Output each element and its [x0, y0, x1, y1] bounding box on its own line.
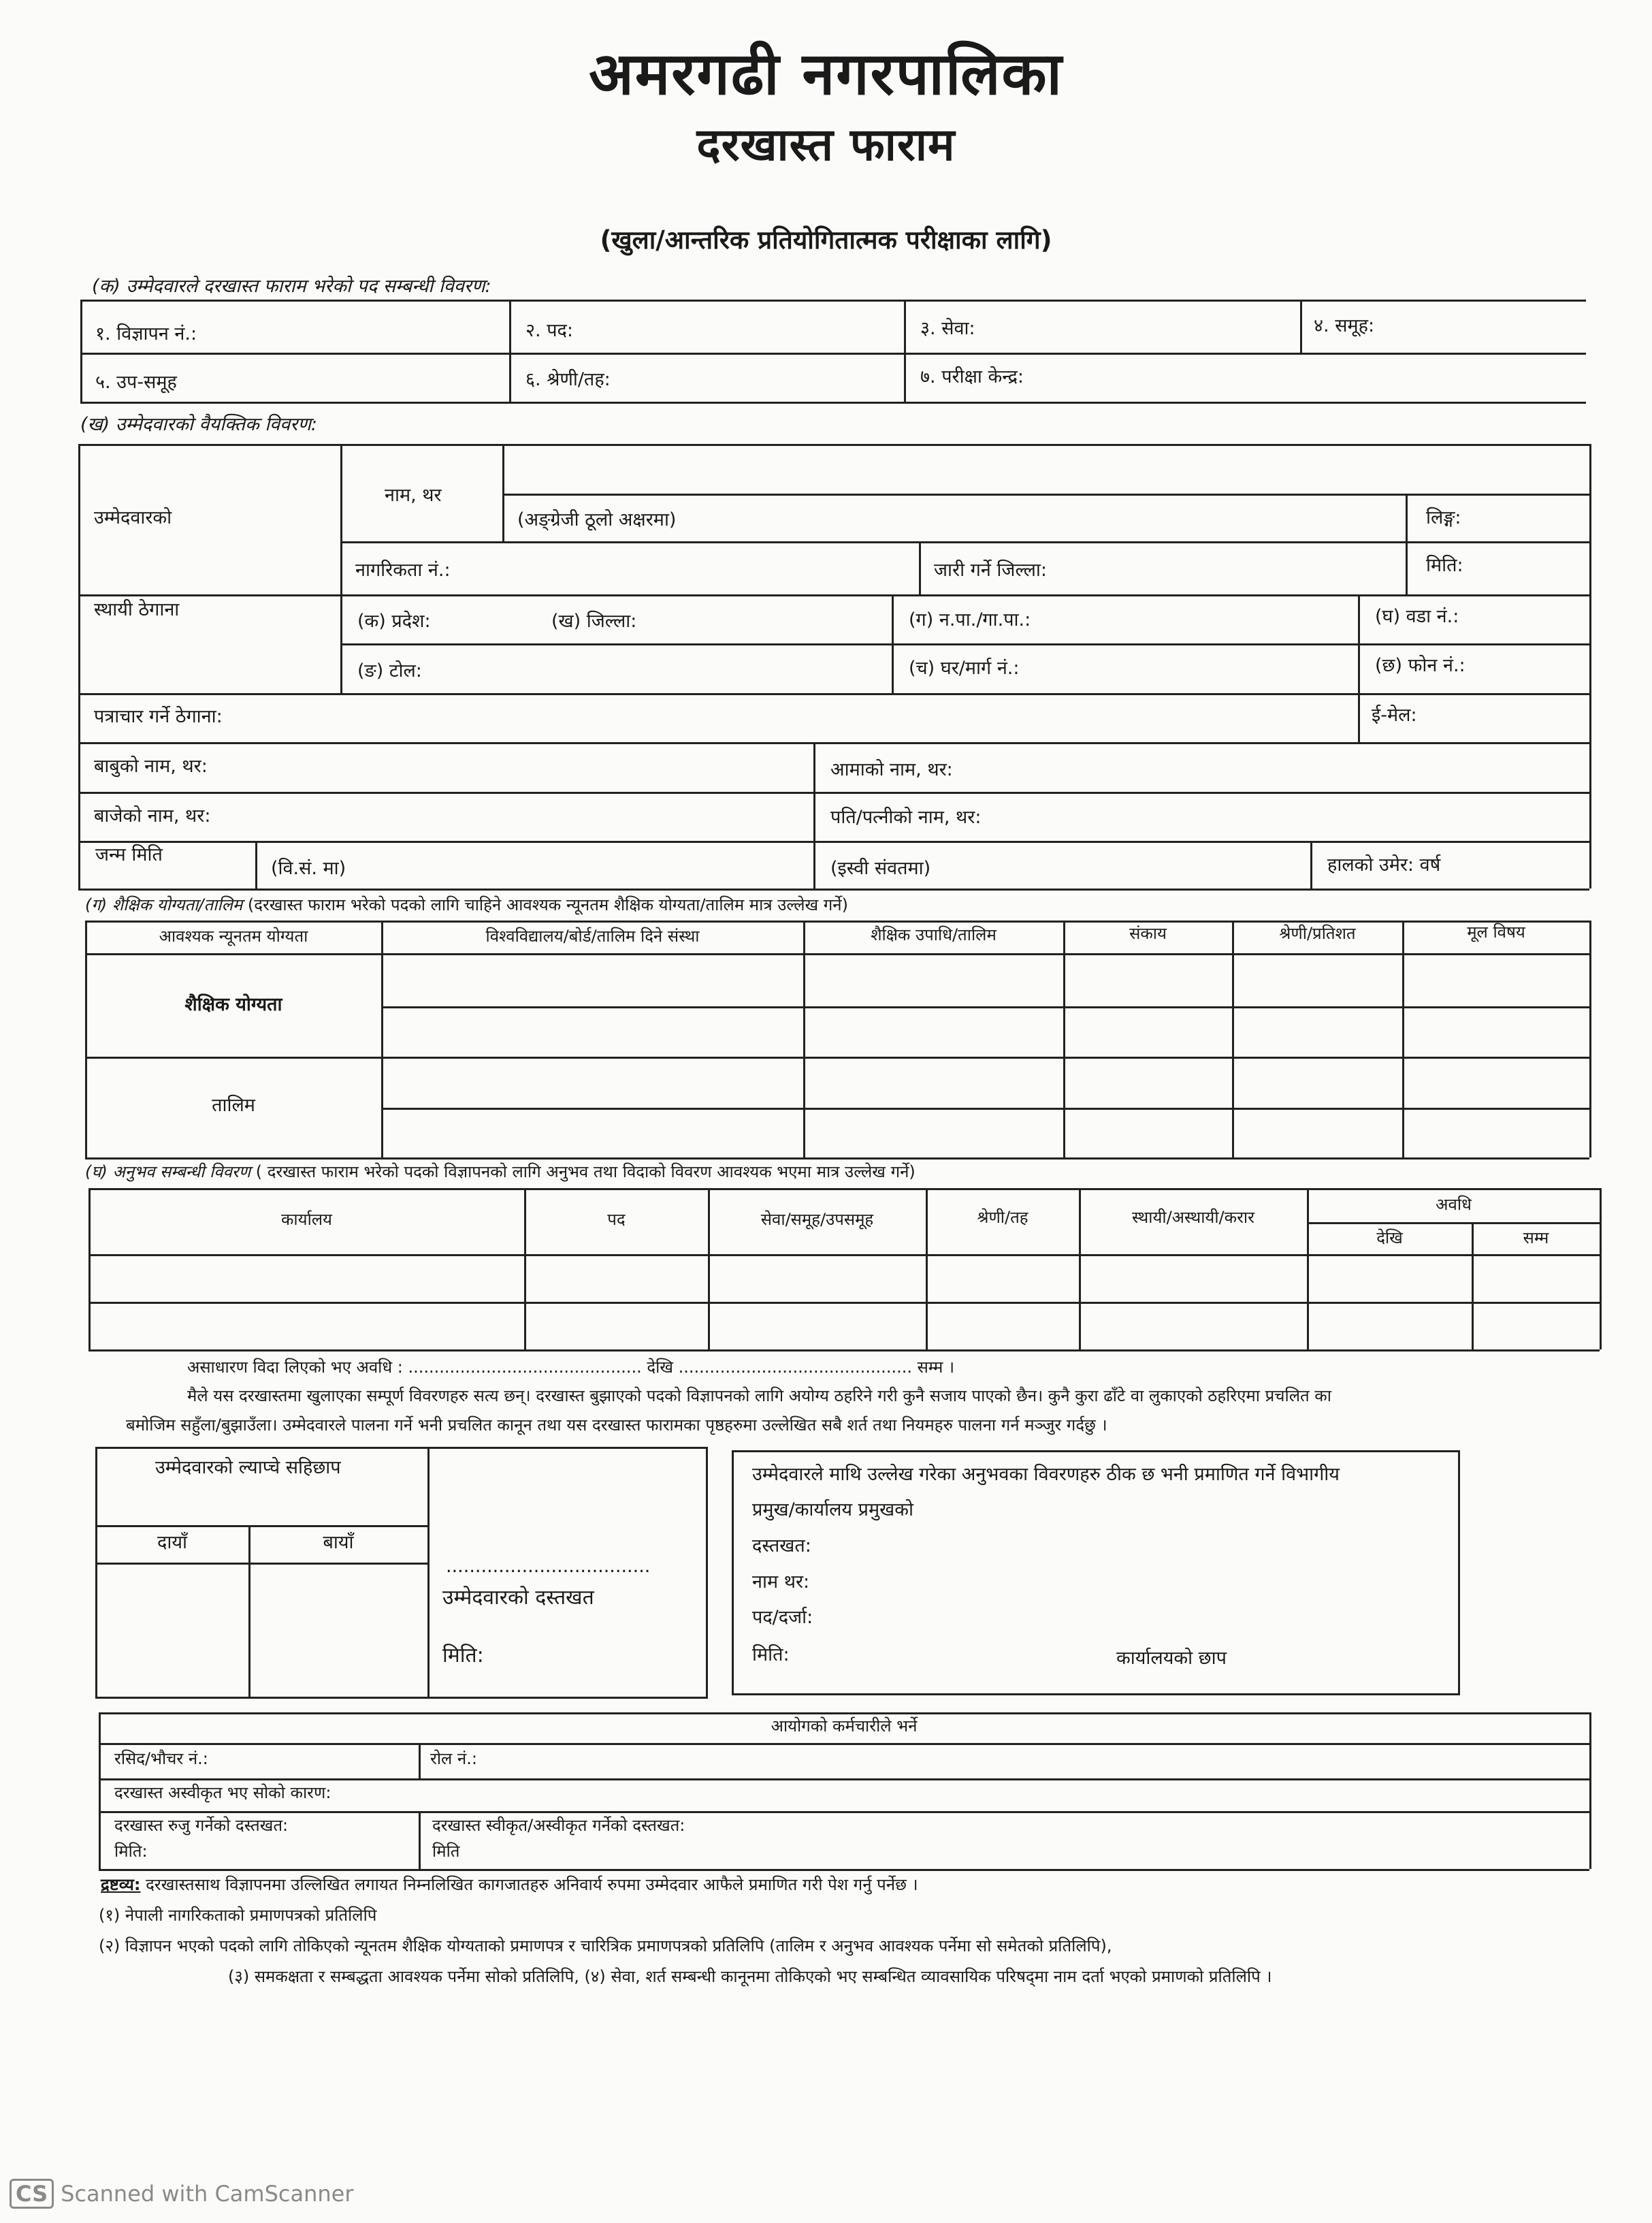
- mother-field[interactable]: आमाको नाम, थर:: [830, 759, 953, 780]
- district-field[interactable]: (ख) जिल्ला:: [551, 611, 637, 632]
- issue-date-field[interactable]: मिति:: [1426, 555, 1463, 576]
- col-required-qualification: आवश्यक न्यूनतम योग्यता: [159, 927, 308, 946]
- divider: [1402, 921, 1404, 1157]
- note-text: दरखास्तसाथ विज्ञापनमा उल्लिखित लगायत निम्नलिखित कागजातहरु अनिवार्य रुपमा उम्मेदवार आफैले प्रमाणित गरी पेश गर्नु पर्नेछ ।: [146, 1875, 918, 1894]
- tole-field[interactable]: (ङ) टोल:: [357, 660, 422, 682]
- divider: [88, 1254, 1600, 1256]
- verifier-date-field[interactable]: मिति:: [752, 1644, 790, 1665]
- field-service[interactable]: ३. सेवा:: [920, 318, 975, 339]
- divider: [1589, 444, 1591, 889]
- col-level: श्रेणी/तह: [977, 1208, 1029, 1227]
- municipality-field[interactable]: (ग) न.पा./गा.पा.:: [909, 609, 1031, 630]
- divider: [85, 921, 1589, 923]
- dob-bs-field[interactable]: (वि.सं. मा): [271, 858, 346, 879]
- verification-text-2: प्रमुख/कार्यालय प्रमुखको: [752, 1499, 913, 1520]
- receipt-no-field[interactable]: रसिद/भौचर नं.:: [114, 1749, 208, 1768]
- office-stamp-label: कार्यालयको छाप: [1116, 1648, 1227, 1669]
- divider: [509, 300, 511, 402]
- divider: [1063, 921, 1065, 1157]
- camscanner-watermark: [10, 2179, 353, 2209]
- section-gha-title: (घ) अनुभव सम्बन्धी विवरण: [85, 1162, 251, 1181]
- divider: [892, 594, 894, 693]
- page-subtitle: दरखास्त फाराम: [696, 118, 956, 171]
- verification-text-1: उम्मेदवारले माथि उल्लेख गरेका अनुभवका विवरणहरु ठीक छ भनी प्रमाणित गर्ने विभागीय: [752, 1464, 1340, 1485]
- roll-no-field[interactable]: रोल नं.:: [430, 1749, 477, 1768]
- divider: [88, 1349, 1600, 1352]
- divider: [1589, 1712, 1591, 1869]
- divider: [88, 1302, 1600, 1304]
- divider: [340, 444, 342, 693]
- section-ga-instruction: (दरखास्त फाराम भरेको पदको लागि चाहिने आवश्यक न्यूनतम शैक्षिक योग्यता/तालिम मात्र उल्लेख गर्ने): [247, 895, 848, 914]
- declaration-line-1: मैले यस दरखास्तमा खुलाएका सम्पूर्ण विवरणहरु सत्य छन्। दरखास्त बुझाएको पदको विज्ञापनको लागि अयोग्य ठहरिने गरी कुनै सजाय पाएको छैन। कुनै कुरा ढाँटे वा लुकाएको ठहरिएमा प्रचलित का: [187, 1386, 1331, 1405]
- declaration-line-2: बमोजिम सहुँला/बुझाउँला। उम्मेदवारले पालना गर्ने भनी प्रचलित कानून तथा यस दरखास्त फारामका पृष्ठहरुमा उल्लेखित सबै शर्त तथा नियमहरु पालना गर्न मञ्जुर गर्दछु ।: [126, 1416, 1107, 1435]
- note-item-3: (३) समकक्षता र सम्बद्धता आवश्यक पर्नेमा सोको प्रतिलिपि, (४) सेवा, शर्त सम्बन्धी कानूनमा तोकिएको भए सम्बन्धित व्यावसायिक परिषद्‌मा नाम दर्ता भएको प्रमाणको प्रतिलिपि ।: [228, 1967, 1272, 1986]
- divider: [803, 921, 805, 1157]
- camscanner-text: Scanned with CamScanner: [61, 2181, 354, 2207]
- col-service-group: सेवा/समूह/उपसमूह: [760, 1210, 874, 1229]
- divider: [95, 1525, 427, 1527]
- father-field[interactable]: बाबुको नाम, थर:: [94, 756, 208, 777]
- divider: [427, 1447, 430, 1699]
- permanent-address-label: स्थायी ठेगाना: [94, 599, 180, 620]
- section-gha-instruction: ( दरखास्त फाराम भरेको पदको विज्ञापनको लागि अनुभव तथा विदाको विवरण आवश्यक भएमा मात्र उल्लेख गर्ने): [255, 1162, 916, 1181]
- field-group[interactable]: ४. समूह:: [1314, 315, 1375, 336]
- divider: [255, 841, 257, 889]
- verifier-signature-field[interactable]: दस्तखत:: [752, 1535, 811, 1556]
- divider: [813, 742, 815, 841]
- divider: [419, 1811, 421, 1869]
- section-gha-heading: [85, 1163, 916, 1182]
- divider: [340, 643, 1589, 645]
- correspondence-field[interactable]: पत्राचार गर्ने ठेगाना:: [94, 706, 223, 727]
- signature-dots[interactable]: ...................................: [446, 1556, 651, 1577]
- verification-box: [732, 1450, 1460, 1695]
- divider: [99, 1869, 1589, 1871]
- divider: [1358, 594, 1360, 742]
- note-label: द्रष्टव्य:: [101, 1875, 141, 1894]
- divider: [78, 594, 1589, 596]
- issued-district-field[interactable]: जारी गर्ने जिल्ला:: [934, 560, 1048, 581]
- field-advertisement-no[interactable]: १. विज्ञापन नं.:: [95, 323, 197, 345]
- camscanner-logo: CS: [10, 2179, 54, 2209]
- divider: [99, 1778, 1589, 1780]
- row-training: तालिम: [212, 1095, 255, 1116]
- divider: [1300, 300, 1302, 353]
- thumb-right-label: दायाँ: [157, 1532, 187, 1553]
- divider: [99, 1712, 1589, 1714]
- candidate-date-field[interactable]: मिति:: [442, 1644, 484, 1667]
- divider: [419, 1743, 421, 1778]
- divider: [78, 889, 1589, 891]
- col-degree: शैक्षिक उपाधि/तालिम: [871, 925, 997, 944]
- col-office: कार्यालय: [281, 1210, 332, 1229]
- province-field[interactable]: (क) प्रदेश:: [357, 611, 431, 632]
- verifier-post-field[interactable]: पद/दर्जा:: [752, 1607, 813, 1628]
- email-field[interactable]: ई-मेल:: [1372, 705, 1417, 726]
- office-use-title: आयोगको कर्मचारीले भर्ने: [771, 1716, 918, 1736]
- divider: [1310, 841, 1312, 889]
- name-english-field[interactable]: (अङ्ग्रेजी ठूलो अक्षरमा): [517, 509, 677, 530]
- field-subgroup[interactable]: ५. उप-समूह: [95, 372, 177, 393]
- thumb-left-label: बायाँ: [323, 1532, 354, 1553]
- divider: [1589, 921, 1591, 1157]
- col-division: श्रेणी/प्रतिशत: [1279, 924, 1356, 943]
- page-title: अमरगढी नगरपालिका: [589, 40, 1063, 108]
- col-major-subject: मूल विषय: [1467, 923, 1525, 942]
- divider: [502, 494, 1589, 496]
- left-thumb-area[interactable]: [250, 1565, 426, 1697]
- divider: [340, 541, 1589, 543]
- ward-field[interactable]: (घ) वडा नं.:: [1375, 606, 1459, 627]
- divider: [502, 444, 504, 541]
- divider: [80, 402, 1586, 404]
- divider: [78, 693, 1589, 695]
- divider: [813, 841, 815, 889]
- note-intro: [101, 1876, 918, 1895]
- divider: [381, 1108, 1589, 1110]
- row-education: शैक्षिक योग्यता: [184, 994, 282, 1015]
- section-ga-title: (ग) शैक्षिक योग्यता/तालिम: [85, 895, 243, 914]
- divider: [1600, 1188, 1602, 1349]
- divider: [85, 953, 1589, 955]
- divider: [99, 1743, 1589, 1745]
- rejection-reason-field[interactable]: दरखास्त अस्वीकृत भए सोको कारण:: [114, 1783, 331, 1802]
- divider: [78, 792, 1589, 794]
- name-label: नाम, थर: [385, 485, 442, 506]
- divider: [1232, 921, 1234, 1157]
- field-exam-center[interactable]: ७. परीक्षा केन्द्र:: [920, 366, 1024, 387]
- dob-ad-field[interactable]: (इस्वी संवतमा): [830, 858, 931, 879]
- right-thumb-area[interactable]: [97, 1565, 247, 1697]
- phone-field[interactable]: (छ) फोन नं.:: [1375, 655, 1465, 676]
- note-item-1: (१) नेपाली नागरिकताको प्रमाणपत्रको प्रतिलिपि: [99, 1906, 377, 1925]
- age-field[interactable]: हालको उमेर: वर्ष: [1327, 854, 1441, 876]
- divider: [88, 1188, 1600, 1190]
- divider: [85, 1057, 1589, 1059]
- divider: [1307, 1222, 1600, 1224]
- col-institution: विश्वविद्यालय/बोर्ड/तालिम दिने संस्था: [485, 927, 700, 946]
- section-kha-heading: (ख) उम्मेदवारको वैयक्तिक विवरण:: [80, 414, 317, 435]
- grandfather-field[interactable]: बाजेको नाम, थर:: [94, 805, 211, 827]
- candidate-signature-label: उम्मेदवारको दस्तखत: [442, 1586, 594, 1610]
- divider: [78, 742, 1589, 744]
- divider: [80, 353, 1586, 355]
- col-post: पद: [607, 1210, 626, 1229]
- receiver-date-field[interactable]: मिति:: [114, 1842, 148, 1861]
- gender-field[interactable]: लिङ्ग:: [1426, 507, 1461, 528]
- divider: [381, 921, 383, 1157]
- thumbprint-title: उम्मेदवारको ल्याप्चे सहिछाप: [155, 1457, 341, 1478]
- col-from: देखि: [1376, 1228, 1403, 1247]
- divider: [85, 921, 87, 1157]
- note-item-2: (२) विज्ञापन भएको पदको लागि तोकिएको न्यूनतम शैक्षिक योग्यताको प्रमाणपत्र र चारित्रिक प्रमाणपत्रको प्रतिलिपि (तालिम र अनुभव आवश्यक पर्नेमा सो समेतको प्रतिलिपि),: [99, 1936, 1112, 1955]
- field-post[interactable]: २. पद:: [525, 320, 573, 341]
- col-duration: अवधि: [1436, 1195, 1472, 1214]
- leave-period-line[interactable]: असाधारण विदा लिएको भए अवधि : ............................................. देखि ............................................. सम्म ।: [187, 1358, 955, 1377]
- approver-signature-field[interactable]: दरखास्त स्वीकृत/अस्वीकृत गर्नेको दस्तखत:: [432, 1816, 685, 1835]
- approver-date-field[interactable]: मिति: [432, 1842, 460, 1861]
- house-no-field[interactable]: (च) घर/मार्ग नं.:: [909, 658, 1020, 679]
- divider: [919, 541, 921, 594]
- divider: [99, 1811, 1589, 1813]
- divider: [85, 1157, 1589, 1160]
- col-tenure: स्थायी/अस्थायी/करार: [1132, 1208, 1254, 1227]
- divider: [78, 841, 1589, 843]
- divider: [904, 300, 906, 402]
- exam-type: (खुला/आन्तरिक प्रतियोगितात्मक परीक्षाका लागि): [600, 225, 1052, 255]
- spouse-field[interactable]: पति/पत्नीको नाम, थर:: [830, 807, 982, 828]
- dob-label: जन्म मिति: [95, 844, 163, 865]
- candidate-label: उम्मेदवारको: [94, 507, 172, 528]
- section-ga-heading: [85, 896, 848, 915]
- receiver-signature-field[interactable]: दरखास्त रुजु गर्नेको दस्तखत:: [114, 1816, 289, 1835]
- divider: [80, 300, 82, 402]
- divider: [78, 444, 80, 889]
- verifier-name-field[interactable]: नाम थर:: [752, 1571, 810, 1593]
- field-level[interactable]: ६. श्रेणी/तह:: [525, 369, 611, 390]
- divider: [381, 1006, 1589, 1008]
- col-to: सम्म: [1523, 1228, 1549, 1247]
- citizenship-field[interactable]: नागरिकता नं.:: [355, 560, 451, 581]
- col-faculty: संकाय: [1129, 924, 1167, 943]
- divider: [78, 444, 1589, 446]
- divider: [1406, 494, 1408, 594]
- divider: [80, 300, 1586, 302]
- section-ka-heading: (क) उम्मेदवारले दरखास्त फाराम भरेको पद सम्बन्धी विवरण:: [92, 276, 491, 297]
